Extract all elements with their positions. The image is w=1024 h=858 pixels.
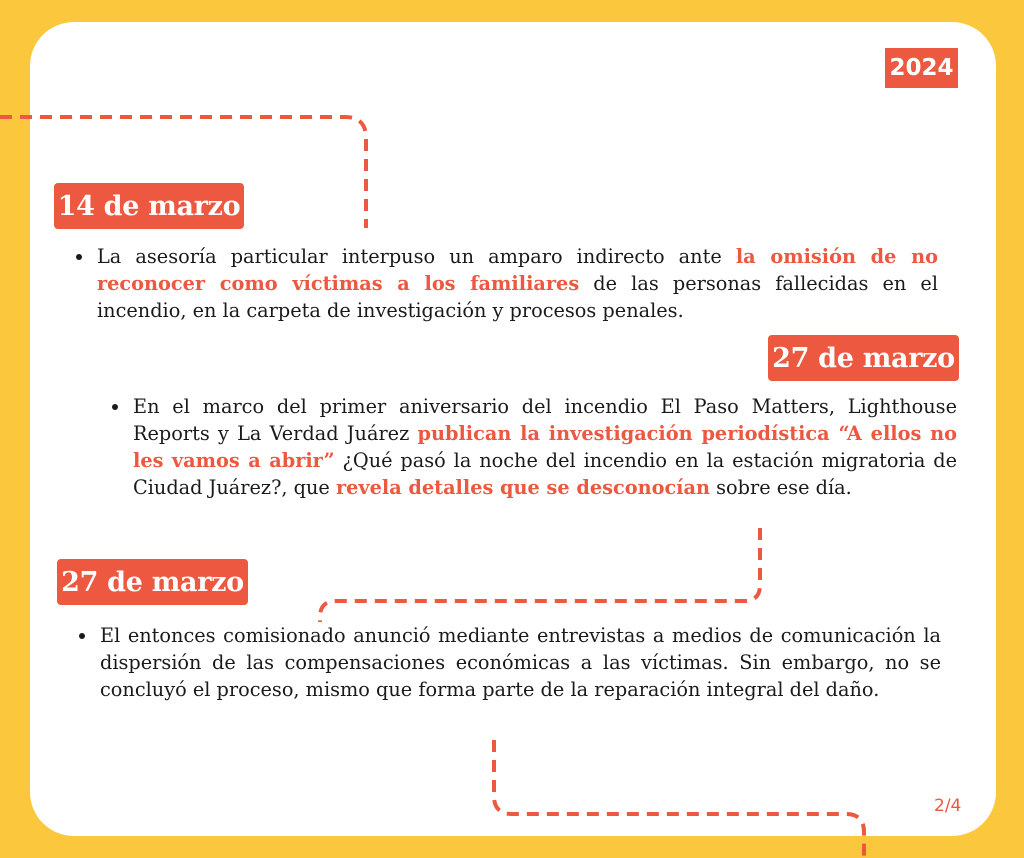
- body-text: ¿Qué pasó la noche del incendio en la estación migratoria de Ciudad Juárez?, que: [133, 449, 957, 499]
- body-text: El entonces comisionado anunció mediante entrevistas a medios de comunicación la dispersión de las compensaciones económicas a las víctimas. Sin embargo, no se concluyó el proceso, mismo que forma parte de la reparación integral del daño.: [100, 624, 941, 701]
- body-text: En el marco del primer aniversario del incendio El Paso Matters, Lighthouse Reports y La Verdad Juárez: [133, 395, 957, 445]
- body-text: La asesoría particular interpuso un amparo indirecto ante: [97, 245, 736, 268]
- highlighted-text: publican la investigación periodística “A ellos no les vamos a abrir”: [133, 422, 958, 472]
- timeline-entry-2: [108, 393, 957, 501]
- page-number: 2/4: [934, 796, 962, 816]
- date-badge-3: 27 de marzo: [57, 559, 248, 605]
- entry-text-3: [75, 622, 941, 703]
- timeline-entry-1: [72, 243, 938, 324]
- timeline-entry-3: [75, 622, 941, 703]
- highlighted-text: la omisión de no reconocer como víctimas a los familiares: [97, 245, 939, 295]
- highlighted-text: revela detalles que se desconocían: [335, 476, 711, 499]
- date-badge-2: 27 de marzo: [768, 335, 959, 381]
- body-text: de las personas fallecidas en el incendio, en la carpeta de investigación y procesos penales.: [97, 272, 938, 322]
- entry-text-2: [108, 393, 957, 501]
- body-text: sobre ese día.: [710, 476, 852, 499]
- year-badge: 2024: [885, 48, 958, 88]
- date-badge-1: 14 de marzo: [54, 183, 244, 229]
- entry-text-1: [72, 243, 938, 324]
